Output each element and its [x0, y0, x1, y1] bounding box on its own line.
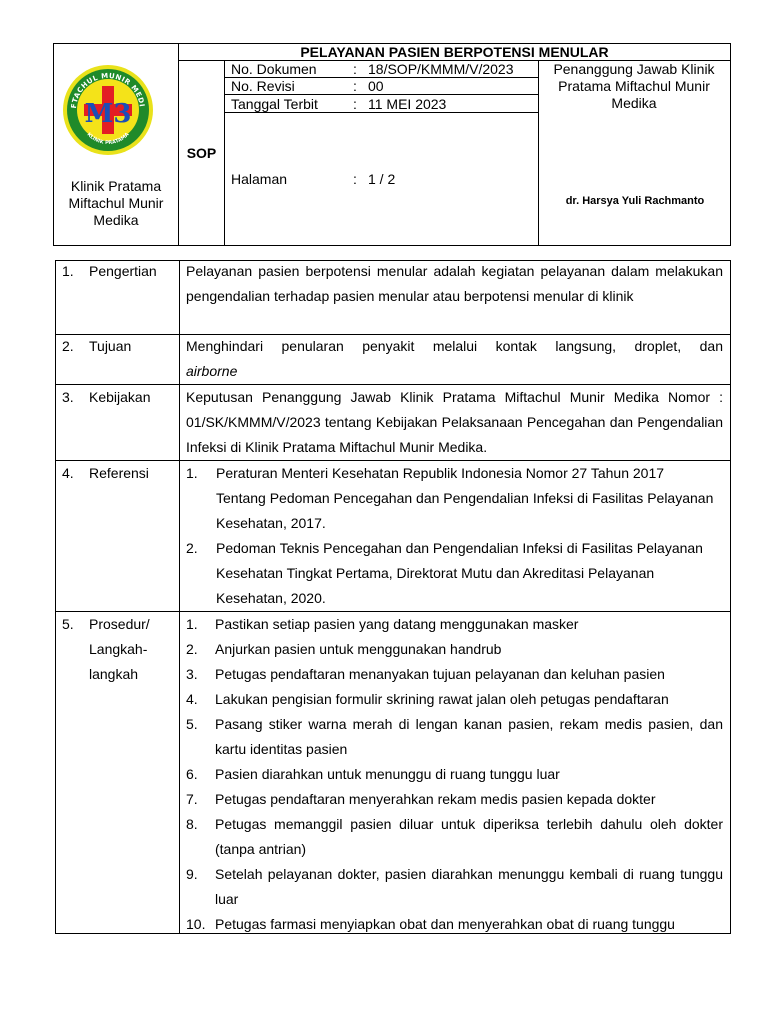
- list-item-text: Anjurkan pasien untuk menggunakan handrub: [215, 641, 502, 657]
- list-item-text: Lakukan pengisian formulir skrining rawat jalan oleh petugas pendaftaran: [215, 691, 669, 707]
- row-label: Referensi: [89, 465, 149, 481]
- row-label: Prosedur/: [89, 616, 150, 632]
- doc-field-sep: :: [353, 61, 357, 77]
- doc-field-value: 18/SOP/KMMM/V/2023: [368, 61, 514, 77]
- halaman-sep: :: [353, 171, 357, 187]
- list-item: [186, 712, 723, 762]
- row-number: 2.: [62, 338, 74, 354]
- list-item: [186, 762, 723, 787]
- list-item-text: Pastikan setiap pasien yang datang menggunakan masker: [215, 616, 579, 632]
- divider: [224, 94, 538, 95]
- list-item: [186, 687, 723, 712]
- clinic-name: Klinik Pratama Miftachul Munir Medika: [68, 178, 164, 228]
- list-item-number: 7.: [186, 791, 198, 807]
- row-label: Langkah-: [89, 641, 148, 657]
- row-content-italic: airborne: [186, 363, 238, 379]
- list-item-text: Pasang stiker warna merah di lengan kanan pasien, rekam medis pasien, dan kartu identitas pasien: [215, 716, 723, 757]
- row-number: 3.: [62, 389, 74, 405]
- list-item: [186, 662, 723, 687]
- list-item: [186, 612, 723, 637]
- pj-name: dr. Harsya Yuli Rachmanto: [565, 195, 705, 207]
- list-item-text: Pasien diarahkan untuk menunggu di ruang tunggu luar: [215, 766, 560, 782]
- list-item-number: 6.: [186, 766, 198, 782]
- divider: [224, 60, 225, 246]
- row-label: Pengertian: [89, 263, 157, 279]
- divider: [224, 112, 538, 113]
- doc-field-sep: :: [353, 96, 357, 112]
- row-number: 1.: [62, 263, 74, 279]
- logo-arc-bottom: KLINIK PRATAMA: [85, 131, 131, 147]
- halaman-label: Halaman: [231, 171, 288, 187]
- list-item-number: 5.: [186, 716, 198, 732]
- list-item-number: 1.: [186, 616, 198, 632]
- doc-field-value: 00: [368, 78, 384, 94]
- logo-arc-top: FTACHUL MUNIR MEDI: [69, 71, 146, 109]
- doc-field-label: No. Revisi: [231, 78, 295, 94]
- row-label: Kebijakan: [89, 389, 151, 405]
- list-item-number: 10.: [186, 916, 206, 932]
- halaman-value: 1 / 2: [368, 171, 396, 187]
- list-item: [186, 787, 723, 812]
- clinic-logo: [62, 64, 154, 156]
- sop-label: SOP: [186, 145, 217, 161]
- row-number: 5.: [62, 616, 74, 632]
- list-item-text: Petugas pendaftaran menyerahkan rekam medis pasien kepada dokter: [215, 791, 656, 807]
- list-item-number: 2.: [186, 641, 198, 657]
- list-item-text: Pedoman Teknis Pencegahan dan Pengendalian Infeksi di Fasilitas Pelayanan Kesehatan Tingkat Pertama, Direktorat Mutu dan Akreditasi Pelayanan Kesehatan, 2020.: [216, 540, 703, 606]
- row-content: Pelayanan pasien berpotensi menular adalah kegiatan pelayanan dalam melakukan pengendalian terhadap pasien menular atau berpotensi menular di klinik: [186, 263, 723, 304]
- doc-field-label: Tanggal Terbit: [231, 96, 318, 112]
- logo-mark: M3: [84, 99, 132, 129]
- row-content: Keputusan Penanggung Jawab Klinik Pratama Miftachul Munir Medika Nomor : 01/SK/KMMM/V/2023 tentang Kebijakan Pelaksanaan Pencegahan dan Pengendalian Infeksi di Klinik Pratama Miftachul Munir Medika.: [186, 389, 723, 455]
- doc-field-label: No. Dokumen: [231, 61, 317, 77]
- list-item-text: Petugas farmasi menyiapkan obat dan menyerahkan obat di ruang tunggu: [215, 916, 675, 932]
- list-item: [186, 862, 723, 912]
- document-title: PELAYANAN PASIEN BERPOTENSI MENULAR: [300, 44, 609, 60]
- list-item-number: 9.: [186, 866, 198, 882]
- list-item: [186, 912, 723, 937]
- reference-list: [186, 461, 723, 611]
- list-item-text: Petugas memanggil pasien diluar untuk diperiksa terlebih dahulu oleh dokter (tanpa antrian): [215, 816, 723, 857]
- pj-title: Penanggung Jawab Klinik Pratama Miftachul Munir Medika: [553, 61, 715, 111]
- list-item-text: Petugas pendaftaran menanyakan tujuan pelayanan dan keluhan pasien: [215, 666, 665, 682]
- list-item-number: 3.: [186, 666, 198, 682]
- list-item: [186, 461, 723, 536]
- list-item-number: 8.: [186, 816, 198, 832]
- list-item-number: 1.: [186, 465, 198, 481]
- list-item: [186, 637, 723, 662]
- doc-field-value: 11 MEI 2023: [368, 96, 447, 112]
- list-item: [186, 536, 723, 611]
- list-item-text: Peraturan Menteri Kesehatan Republik Indonesia Nomor 27 Tahun 2017 Tentang Pedoman Pencegahan dan Pengendalian Infeksi di Fasilitas Pelayanan Kesehatan, 2017.: [216, 465, 714, 531]
- list-item-number: 4.: [186, 691, 198, 707]
- row-number: 4.: [62, 465, 74, 481]
- row-label: Tujuan: [89, 338, 132, 354]
- divider: [179, 260, 180, 934]
- doc-field-sep: :: [353, 78, 357, 94]
- list-item-text: Setelah pelayanan dokter, pasien diarahkan menunggu kembali di ruang tunggu luar: [215, 866, 723, 907]
- list-item: [186, 812, 723, 862]
- row-content: Menghindari penularan penyakit melalui kontak langsung, droplet, dan: [186, 338, 723, 354]
- list-item-number: 2.: [186, 540, 198, 556]
- procedure-list: [186, 612, 723, 937]
- row-label: langkah: [89, 666, 139, 682]
- divider: [538, 60, 539, 246]
